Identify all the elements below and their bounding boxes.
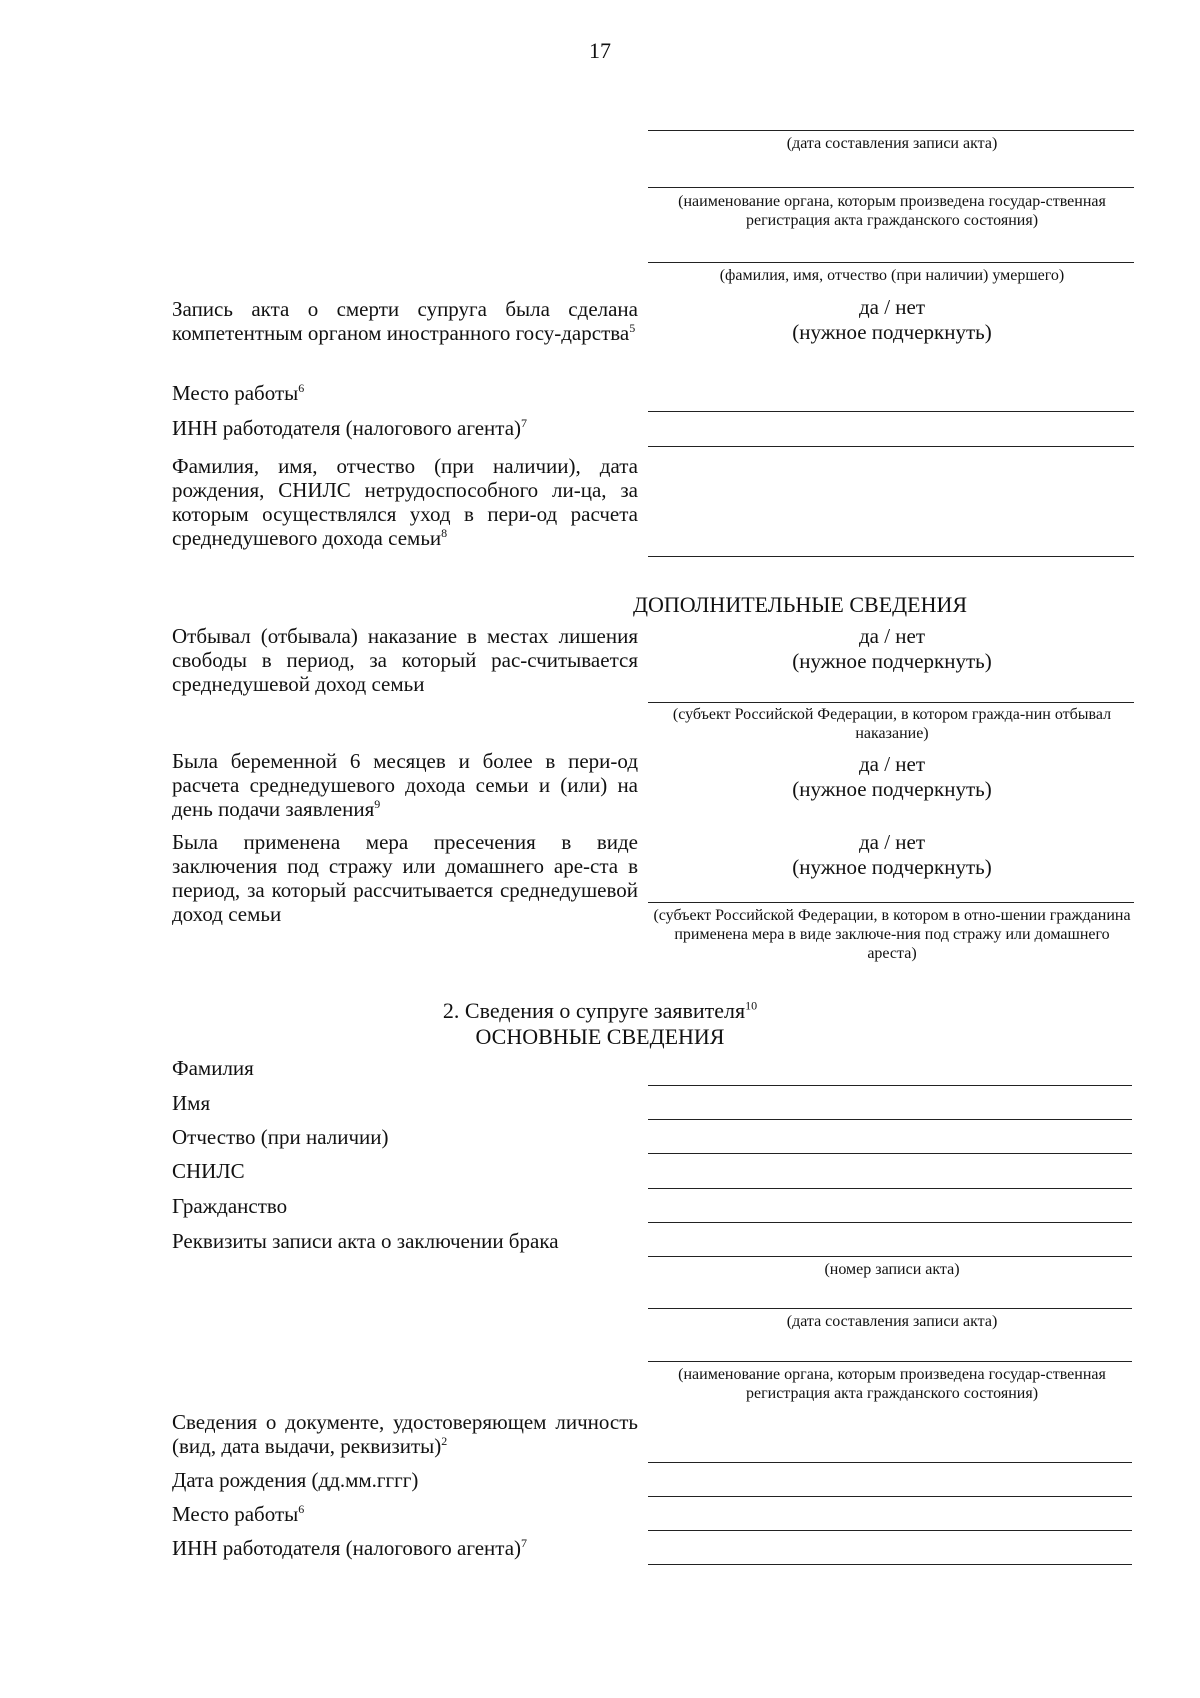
organ-line[interactable]	[648, 187, 1134, 188]
birth-date-label: Дата рождения (дд.мм.гггг)	[172, 1468, 419, 1492]
spouse-snils-line[interactable]	[648, 1188, 1132, 1189]
spouse-name-label: Имя	[172, 1091, 211, 1115]
spouse-citizenship-line[interactable]	[648, 1222, 1132, 1223]
caption-marriage-record-date: (дата составления записи акта)	[786, 1313, 998, 1330]
employer-inn-line[interactable]	[648, 446, 1134, 447]
detention-label: Была применена мера пресечения в виде заключения под стражу или домашнего аре-ста в период, за который рассчитывается среднедушевой доход семьи	[172, 830, 638, 926]
section2-subtitle: ОСНОВНЫЕ СВЕДЕНИЯ	[475, 1024, 725, 1049]
spouse-snils-label: СНИЛС	[172, 1159, 245, 1183]
caption-record-date: (дата составления записи акта)	[786, 135, 998, 152]
caption-marriage-record-number: (номер записи акта)	[824, 1261, 960, 1278]
care-person-line[interactable]	[648, 556, 1134, 557]
marriage-record-number-line[interactable]	[648, 1256, 1132, 1257]
date-line[interactable]	[648, 130, 1134, 131]
section2-title: 2. Сведения о супруге заявителя$^{10}$	[442, 998, 758, 1023]
id-document-line[interactable]	[648, 1462, 1132, 1463]
birth-date-line[interactable]	[648, 1496, 1132, 1497]
caption-registration-organ: (наименование органа, которым произведена государ-ственная регистрация акта гражданского состояния)	[678, 193, 1106, 229]
pregnancy-yes-no[interactable]: да / нет (нужное подчеркнуть)	[792, 752, 992, 801]
imprisonment-label: Отбывал (отбывала) наказание в местах лишения свободы в период, за который рас-считывается среднедушевой доход семьи	[172, 624, 638, 696]
imprisonment-yes-no[interactable]: да / нет (нужное подчеркнуть)	[792, 624, 992, 673]
caption-deceased-fio: (фамилия, имя, отчество (при наличии) умершего)	[719, 267, 1065, 284]
marriage-record-label: Реквизиты записи акта о заключении брака	[172, 1229, 559, 1253]
spouse-surname-line[interactable]	[648, 1085, 1132, 1086]
detention-yes-no[interactable]: да / нет (нужное подчеркнуть)	[792, 830, 992, 879]
care-person-label: Фамилия, имя, отчество (при наличии), дата рождения, СНИЛС нетрудоспособного ли-ца, за которым осуществлялся уход в пери-од расчета среднедушевого дохода семьи$^8$	[172, 454, 638, 550]
caption-detention-region: (субъект Российской Федерации, в котором в отно-шении гражданина применена мера в виде заключе-ния под стражу или домашнего ареста)	[653, 907, 1131, 962]
spouse-citizenship-label: Гражданство	[172, 1194, 288, 1218]
marriage-organ-line[interactable]	[648, 1361, 1132, 1362]
detention-region-line[interactable]	[648, 902, 1134, 903]
caption-imprisonment-region: (субъект Российской Федерации, в котором гражда-нин отбывал наказание)	[672, 706, 1112, 742]
spouse-employer-inn-line[interactable]	[648, 1564, 1132, 1565]
workplace-line[interactable]	[648, 411, 1134, 412]
spouse-patronymic-label: Отчество (при наличии)	[172, 1125, 389, 1149]
spouse-name-line[interactable]	[648, 1119, 1132, 1120]
caption-marriage-organ: (наименование органа, которым произведена государ-ственная регистрация акта гражданского состояния)	[678, 1366, 1106, 1402]
additional-info-heading: ДОПОЛНИТЕЛЬНЫЕ СВЕДЕНИЯ	[632, 592, 968, 617]
spouse-surname-label: Фамилия	[172, 1056, 254, 1080]
foreign-record-yes-no[interactable]: да / нет (нужное подчеркнуть)	[792, 295, 992, 344]
workplace-label: Место работы$^6$	[172, 381, 305, 405]
spouse-patronymic-line[interactable]	[648, 1153, 1132, 1154]
spouse-employer-inn-label: ИНН работодателя (налогового агента)$^7$	[172, 1536, 528, 1560]
spouse-workplace-line[interactable]	[648, 1530, 1132, 1531]
deceased-fio-line[interactable]	[648, 262, 1134, 263]
spouse-workplace-label: Место работы$^6$	[172, 1502, 305, 1526]
pregnancy-label: Была беременной 6 месяцев и более в пери-од расчета среднедушевого дохода семьи и (или) на день подачи заявления$^9$	[172, 749, 638, 821]
marriage-record-date-line[interactable]	[648, 1308, 1132, 1309]
id-document-label: Сведения о документе, удостоверяющем личность (вид, дата выдачи, реквизиты)$^2$	[172, 1410, 638, 1458]
foreign-record-label: Запись акта о смерти супруга была сделана компетентным органом иностранного госу-дарства$^5$	[172, 297, 638, 345]
page-number: 17	[589, 38, 611, 63]
imprisonment-region-line[interactable]	[648, 702, 1134, 703]
employer-inn-label: ИНН работодателя (налогового агента)$^7$	[172, 416, 528, 440]
